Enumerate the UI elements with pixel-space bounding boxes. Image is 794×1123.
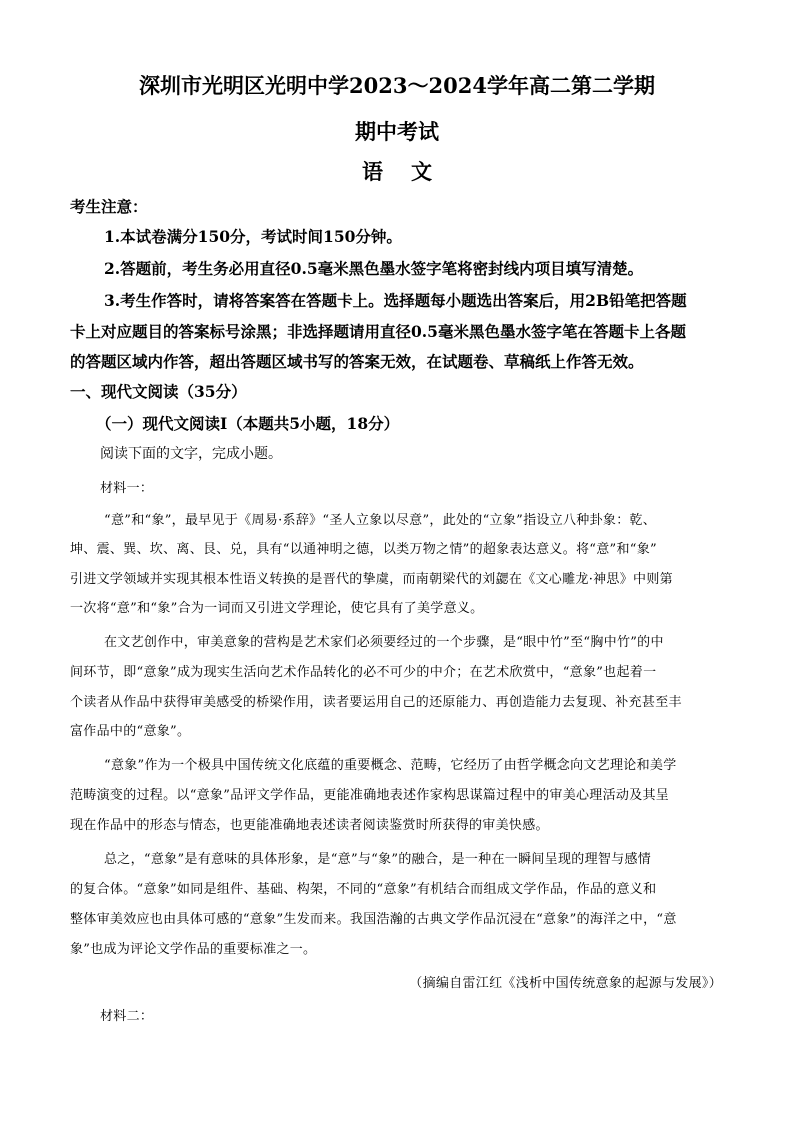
notice-item-1: 1.本试卷满分150分，考试时间150分钟。 [104, 227, 402, 246]
paragraph-3-line: “意象”作为一个极具中国传统文化底蕴的重要概念、范畴，它经历了由哲学概念向文艺理论和美学 [104, 758, 677, 773]
paragraph-3-line: 范畴演变的过程。以“意象”品评文学作品，更能准确地表述作家构思谋篇过程中的审美心理活动及其呈 [70, 788, 670, 803]
notice-heading: 考生注意： [70, 197, 148, 216]
paragraph-4-line: 的复合体。“意象”如同是组件、基础、构架，不同的“意象”有机结合而组成文学作品，作品的意义和 [70, 882, 657, 897]
paragraph-2-line: 间环节，即“意象”成为现实生活向艺术作品转化的必不可少的中介；在艺术欣赏中，“意象”也起着一 [70, 665, 657, 680]
paragraph-4-line: 整体审美效应也由具体可感的“意象”生发而来。我国浩瀚的古典文学作品沉浸在“意象”的海洋之中，“意 [70, 912, 677, 927]
paragraph-2-line: 个读者从作品中获得审美感受的桥梁作用，读者要运用自己的还原能力、再创造能力去复现、补充甚至丰 [70, 695, 682, 710]
notice-item-3-line-2: 卡上对应题目的答案标号涂黑；非选择题请用直径0.5毫米黑色墨水签字笔在答题卡上各题 [70, 322, 686, 341]
paragraph-4-line: 总之，“意象”是有意味的具体形象，是“意”与“象”的融合，是一种在一瞬间呈现的理智与感情 [104, 852, 652, 867]
paragraph-1-line: “意”和“象”，最早见于《周易·系辞》“圣人立象以尽意”，此处的“立象”指设立八种卦象：乾、 [104, 513, 657, 528]
paragraph-2-line: 富作品中的“意象”。 [70, 724, 191, 739]
exam-title: 深圳市光明区光明中学2023～2024学年高二第二学期 [139, 73, 655, 98]
paragraph-1-line: 引进文学领域并实现其根本性语义转换的是晋代的挚虞，而南朝梁代的刘勰在《文心雕龙·神思》中则第 [70, 572, 673, 587]
reading-instruction: 阅读下面的文字，完成小题。 [100, 446, 282, 462]
section-heading: 一、现代文阅读（35分） [70, 382, 247, 401]
paragraph-3-line: 现在作品中的形态与情态，也更能准确地表述读者阅读鉴赏时所获得的审美快感。 [70, 818, 549, 833]
source-citation: （摘编自雷江红《浅析中国传统意象的起源与发展》） [409, 976, 722, 991]
exam-subtitle: 期中考试 [355, 119, 439, 144]
subsection-heading: （一）现代文阅读Ⅰ（本题共5小题，18分） [96, 414, 400, 433]
notice-item-2: 2.答题前，考生务必用直径0.5毫米黑色墨水签字笔将密封线内项目填写清楚。 [104, 259, 644, 278]
notice-item-3-line-1: 3.考生作答时，请将答案答在答题卡上。选择题每小题选出答案后，用2B铅笔把答题 [104, 291, 687, 310]
notice-item-3-line-3: 的答题区域内作答，超出答题区域书写的答案无效，在试题卷、草稿纸上作答无效。 [70, 352, 644, 371]
paragraph-1-line: 一次将“意”和“象”合为一词而又引进文学理论，使它具有了美学意义。 [70, 601, 484, 616]
paragraph-4-line: 象”也成为评论文学作品的重要标准之一。 [70, 942, 317, 957]
subject-title: 语文 [362, 159, 460, 184]
material-2-label: 材料二： [100, 1009, 154, 1024]
material-1-label: 材料一： [100, 481, 154, 496]
paragraph-2-line: 在文艺创作中，审美意象的营构是艺术家们必须要经过的一个步骤，是“眼中竹”至“胸中竹”的中 [104, 635, 664, 650]
paragraph-1-line: 坤、震、巽、坎、离、艮、兑，具有“以通神明之德，以类万物之情”的超象表达意义。将“意”和“象” [70, 542, 657, 557]
